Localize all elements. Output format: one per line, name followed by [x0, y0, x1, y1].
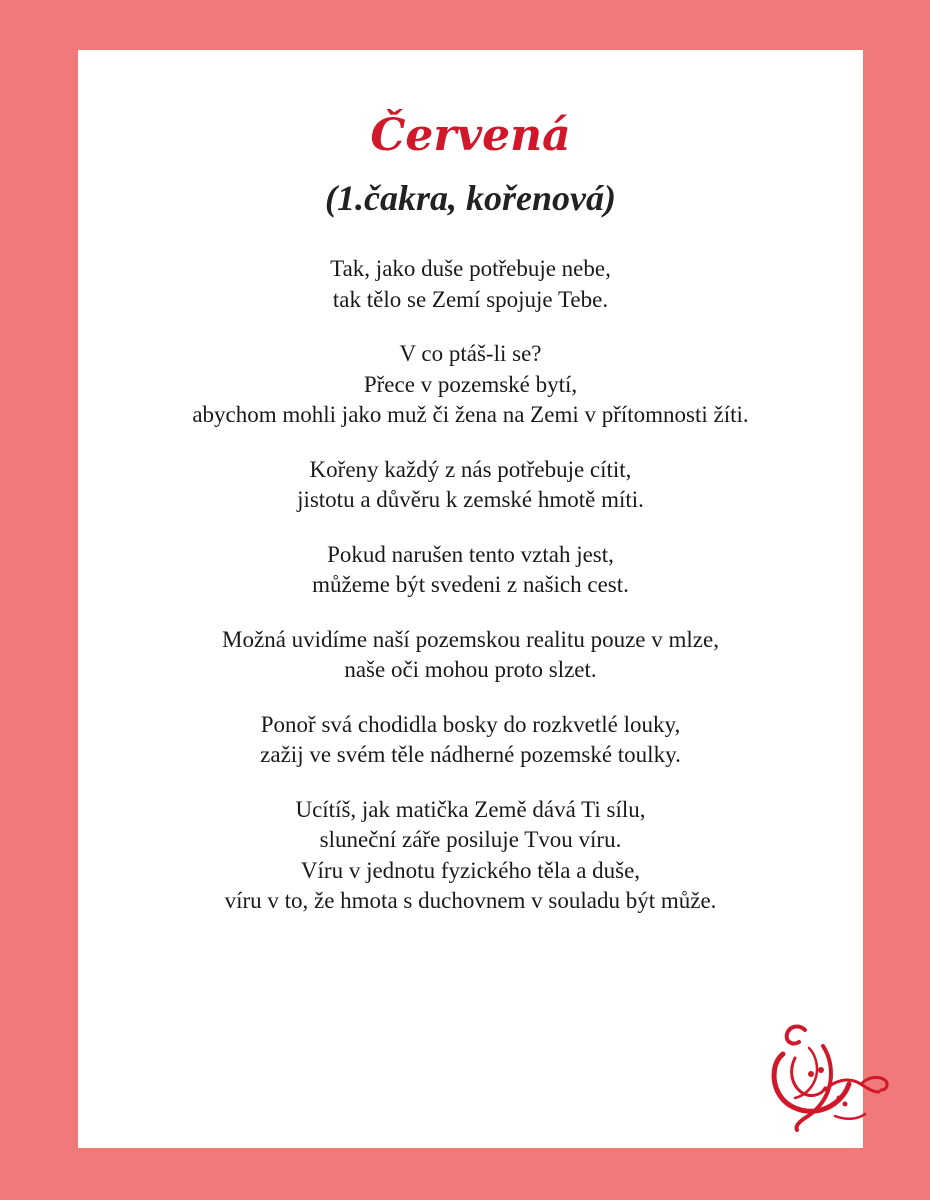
poem-line: můžeme být svedeni z našich cest.: [312, 572, 629, 597]
poem-line: Víru v jednotu fyzického těla a duše,: [300, 857, 641, 883]
poem-line: Možná uvidíme naší pozemskou realitu pouze v mlze,: [222, 626, 719, 652]
stanza: [78, 254, 863, 315]
poem-subtitle: (1.čakra, kořenová): [325, 178, 616, 218]
poem-body: [78, 254, 863, 941]
poem-line: Ucítíš, jak matička Země dává Ti sílu,: [295, 796, 646, 822]
poem-line: jistotu a důvěru k zemské hmotě míti.: [297, 487, 644, 512]
stanza: [78, 455, 863, 516]
stanza: [78, 795, 863, 917]
poem-line: sluneční záře posiluje Tvou víru.: [319, 827, 622, 852]
poem-line: Ponoř svá chodidla bosky do rozkvetlé louky,: [260, 711, 681, 737]
stanza: [78, 540, 863, 601]
poem-line: V co ptáš-li se?: [399, 341, 542, 366]
poem-page: [78, 50, 863, 1148]
poem-line: abychom mohli jako muž či žena na Zemi v přítomnosti žíti.: [192, 402, 749, 427]
poem-line: víru v to, že hmota s duchovnem v souladu být může.: [224, 888, 717, 913]
poem-line: Tak, jako duše potřebuje nebe,: [330, 256, 611, 281]
poem-line: Přece v pozemské bytí,: [363, 371, 578, 397]
stanza: [78, 339, 863, 431]
poem-line: Pokud narušen tento vztah jest,: [327, 541, 614, 567]
stanza: [78, 710, 863, 771]
poem-line: naše oči mohou proto slzet.: [344, 657, 597, 682]
poem-line: Kořeny každý z nás potřebuje cítit,: [309, 456, 632, 482]
calligraphic-flourish-icon: [765, 1018, 895, 1138]
poem-line: tak tělo se Zemí spojuje Tebe.: [332, 286, 609, 312]
poem-title: Červená: [370, 110, 571, 161]
poem-line: zažij ve svém těle nádherné pozemské toulky.: [260, 742, 681, 767]
stanza: [78, 625, 863, 686]
